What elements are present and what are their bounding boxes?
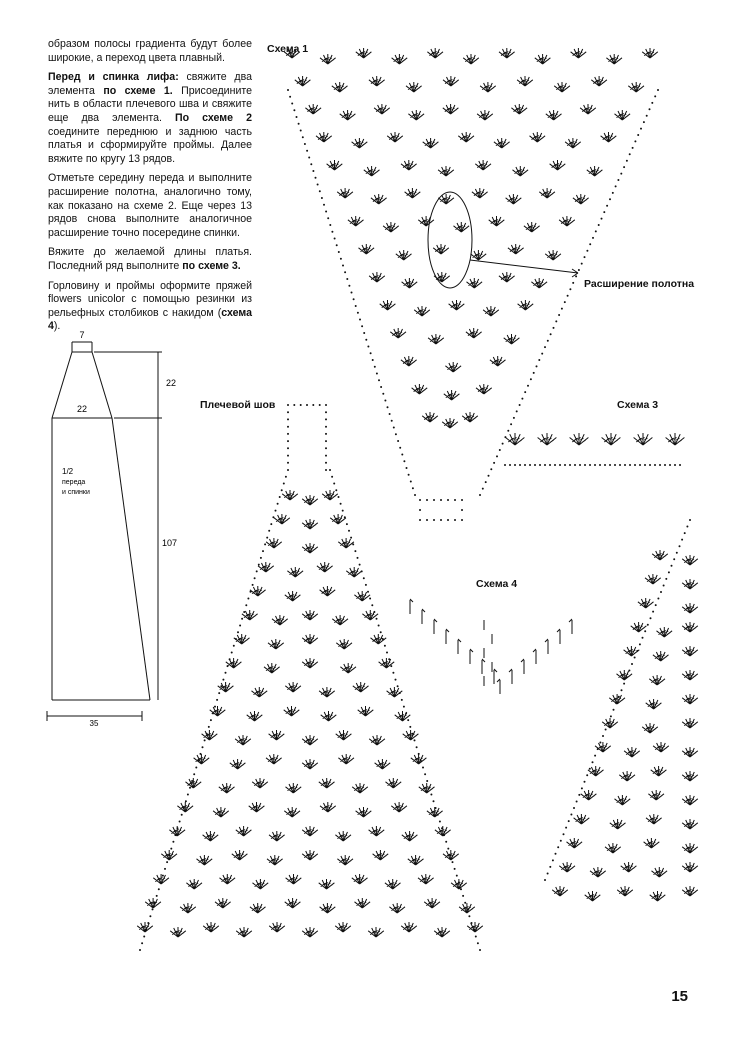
expansion-highlight	[428, 192, 472, 288]
pattern-half-label: 1/2	[62, 467, 74, 476]
p2-text-1: свяжите два элемента	[48, 71, 252, 97]
page-number: 15	[671, 988, 688, 1005]
pattern-back-label: и спинки	[62, 489, 90, 496]
expansion-label: Расширение полотна	[584, 278, 695, 290]
pattern-top-width: 7	[79, 330, 85, 340]
scheme-1-label: Схема 1	[267, 43, 309, 55]
p2-text-2: Присоедините нить в области плечевого шва и свяжите еще два элемента.	[48, 84, 252, 124]
pattern-bottom-width: 35	[89, 719, 99, 728]
paragraph-1: образом полосы градиента будут более широкие, а переход цвета плавный.	[48, 38, 252, 64]
p5-text-2: ).	[53, 320, 61, 333]
p5-bold: схема 4	[48, 306, 252, 333]
p4-bold: по схеме 3.	[182, 259, 241, 272]
shoulder-seam-label: Плечевой шов	[200, 399, 276, 411]
scheme-3-label: Схема 3	[617, 399, 659, 411]
p5-text-1: Горловину и проймы оформите пряжей flowers unicolor с помощью резинки из рельефных столбиков с накидом (	[48, 279, 252, 319]
pattern-front-label: переда	[62, 479, 86, 486]
p2-bold-1: Перед и спинка лифа:	[48, 71, 179, 84]
chart-chain-dots	[140, 90, 690, 950]
pattern-length-label: 107	[162, 538, 178, 548]
paragraph-3: Отметьте середину переда и выполните расширение полотна, аналогично тому, как показано на схеме 2. Еще через 13 рядов снова выполните аналогичное расширение точно посередине спинки.	[48, 172, 252, 239]
expansion-arrow	[470, 260, 578, 277]
p2-bold-2: по схеме 1.	[103, 84, 173, 97]
p4-text-1: Вяжите до желаемой длины платья. Последний ряд выполните	[48, 246, 252, 272]
pattern-shoulder-height: 22	[166, 378, 177, 388]
p2-text-3: соедините переднюю и заднюю часть платья и сформируйте проймы. Далее вяжите по кругу 13 рядов.	[48, 125, 252, 165]
pattern-chest-width: 22	[76, 404, 88, 414]
chart-stitch-symbols	[137, 48, 698, 937]
scheme-4-label: Схема 4	[476, 578, 518, 590]
p2-bold-3: По схеме 2	[175, 111, 252, 124]
